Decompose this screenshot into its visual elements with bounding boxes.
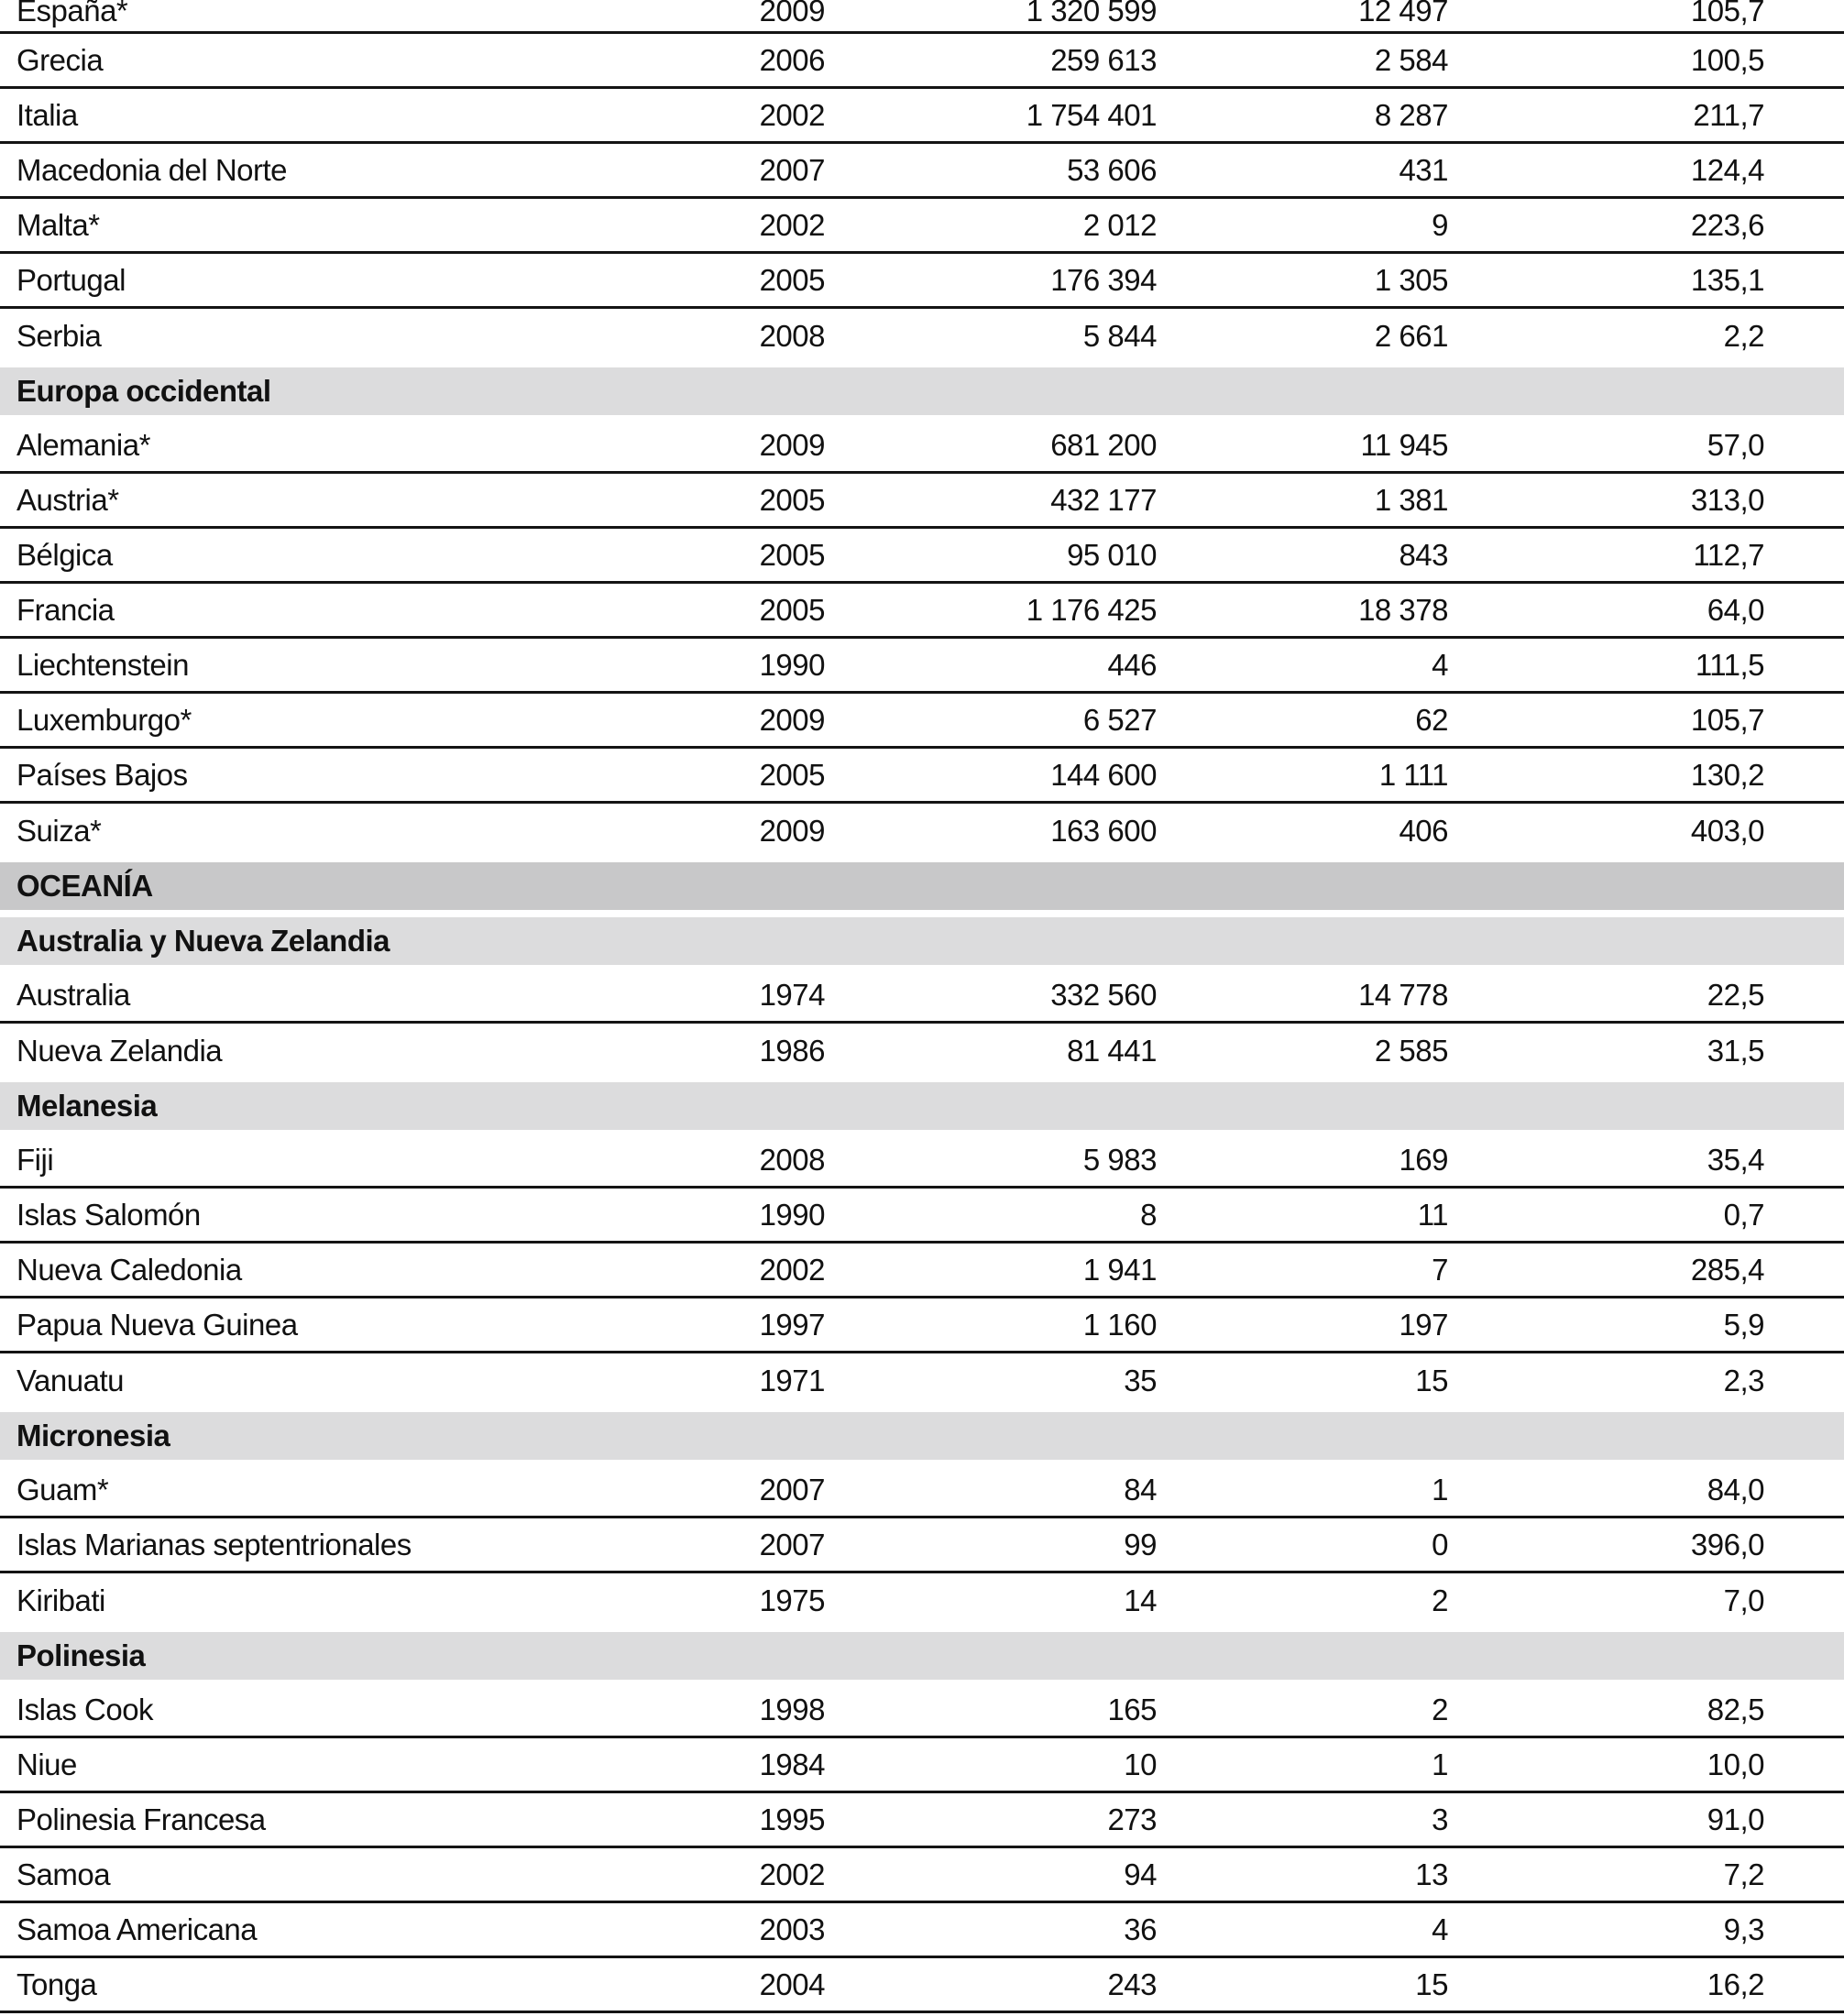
value-cell: 94 [1124, 1857, 1157, 1891]
value-cell: 259 613 [1050, 42, 1157, 77]
year-cell: 1984 [759, 1747, 825, 1781]
country-name-cell: Francia [16, 592, 115, 627]
value-cell: 1 111 [1378, 757, 1448, 792]
value-cell: 8 [1140, 1197, 1157, 1232]
country-name-cell: Islas Marianas septentrionales [16, 1527, 412, 1561]
value-cell: 9,3 [1723, 1912, 1764, 1946]
table-row [0, 804, 1844, 859]
country-name-cell: Polinesia Francesa [16, 1802, 266, 1836]
value-cell: 8 287 [1374, 97, 1448, 132]
year-cell: 2002 [759, 97, 825, 132]
year-cell: 2008 [759, 1142, 825, 1177]
table-row [0, 1134, 1844, 1189]
value-cell: 2 584 [1374, 42, 1448, 77]
country-name-cell: Tonga [16, 1967, 97, 2001]
country-name-cell: Guam* [16, 1472, 109, 1507]
section-header-label: OCEANÍA [0, 862, 1844, 910]
year-cell: 2002 [759, 1857, 825, 1891]
value-cell: 35,4 [1707, 1142, 1764, 1177]
value-cell: 446 [1107, 647, 1157, 682]
value-cell: 84,0 [1707, 1472, 1764, 1507]
table-row [0, 1518, 1844, 1573]
section-header-label: Europa occidental [0, 367, 1844, 415]
value-cell: 11 945 [1360, 427, 1448, 462]
country-name-cell: Liechtenstein [16, 647, 189, 682]
table-row [0, 1683, 1844, 1738]
year-cell: 1990 [759, 1197, 825, 1232]
year-cell: 2003 [759, 1912, 825, 1946]
table-row [0, 89, 1844, 144]
country-name-cell: Macedonia del Norte [16, 152, 288, 187]
table-row [0, 309, 1844, 364]
section-header-label: Polinesia [0, 1632, 1844, 1680]
country-name-cell: Portugal [16, 262, 126, 297]
country-name-cell: Bélgica [16, 537, 113, 572]
value-cell: 36 [1124, 1912, 1157, 1946]
table-row [0, 1903, 1844, 1958]
value-cell: 81 441 [1067, 1034, 1157, 1068]
value-cell: 22,5 [1707, 977, 1764, 1012]
country-name-cell: Nueva Caledonia [16, 1252, 242, 1287]
table-row [0, 1738, 1844, 1793]
country-name-cell: España* [16, 0, 128, 27]
value-cell: 82,5 [1707, 1692, 1764, 1726]
country-name-cell: Italia [16, 97, 78, 132]
value-cell: 13 [1415, 1857, 1448, 1891]
year-cell: 2006 [759, 42, 825, 77]
value-cell: 5 844 [1082, 319, 1157, 353]
value-cell: 1 160 [1082, 1307, 1157, 1342]
value-cell: 57,0 [1707, 427, 1764, 462]
value-cell: 432 177 [1050, 482, 1157, 517]
value-cell: 100,5 [1690, 42, 1764, 77]
value-cell: 6 527 [1082, 702, 1157, 737]
value-cell: 124,4 [1690, 152, 1764, 187]
value-cell: 14 778 [1358, 977, 1448, 1012]
subregion-header-row [0, 914, 1844, 969]
value-cell: 105,7 [1690, 702, 1764, 737]
value-cell: 176 394 [1050, 262, 1157, 297]
value-cell: 112,7 [1693, 537, 1764, 572]
year-cell: 2005 [759, 262, 825, 297]
table-row [0, 199, 1844, 254]
country-name-cell: Kiribati [16, 1583, 105, 1617]
value-cell: 197 [1399, 1307, 1448, 1342]
value-cell: 16,2 [1707, 1967, 1764, 2001]
value-cell: 0 [1432, 1527, 1448, 1561]
value-cell: 273 [1107, 1802, 1157, 1836]
value-cell: 84 [1124, 1472, 1157, 1507]
table-row [0, 1189, 1844, 1244]
year-cell: 2009 [759, 427, 825, 462]
value-cell: 223,6 [1690, 207, 1764, 242]
year-cell: 1975 [759, 1583, 825, 1617]
value-cell: 62 [1415, 702, 1448, 737]
value-cell: 2 585 [1374, 1034, 1448, 1068]
value-cell: 95 010 [1067, 537, 1157, 572]
country-name-cell: Islas Cook [16, 1692, 154, 1726]
country-name-cell: Austria* [16, 482, 119, 517]
section-header-label: Australia y Nueva Zelandia [0, 917, 1844, 965]
country-name-cell: Malta* [16, 207, 100, 242]
value-cell: 2 012 [1082, 207, 1157, 242]
value-cell: 99 [1124, 1527, 1157, 1561]
value-cell: 10,0 [1707, 1747, 1764, 1781]
subregion-header-row [0, 1408, 1844, 1463]
value-cell: 2,3 [1723, 1364, 1764, 1397]
table-row [0, 144, 1844, 199]
value-cell: 396,0 [1690, 1527, 1764, 1561]
country-name-cell: Vanuatu [16, 1364, 124, 1397]
value-cell: 1 941 [1082, 1252, 1157, 1287]
value-cell: 3 [1432, 1802, 1448, 1836]
value-cell: 53 606 [1067, 152, 1157, 187]
value-cell: 12 497 [1358, 0, 1448, 27]
table-row [0, 529, 1844, 584]
value-cell: 4 [1432, 647, 1448, 682]
value-cell: 144 600 [1050, 757, 1157, 792]
year-cell: 2005 [759, 482, 825, 517]
country-name-cell: Suiza* [16, 814, 102, 848]
value-cell: 91,0 [1707, 1802, 1764, 1836]
country-name-cell: Samoa Americana [16, 1912, 258, 1946]
value-cell: 1 176 425 [1026, 592, 1157, 627]
table-row [0, 419, 1844, 474]
year-cell: 2002 [759, 207, 825, 242]
year-cell: 1986 [759, 1034, 825, 1068]
value-cell: 165 [1107, 1692, 1157, 1726]
value-cell: 332 560 [1050, 977, 1157, 1012]
value-cell: 0,7 [1723, 1197, 1764, 1232]
year-cell: 2008 [759, 319, 825, 353]
value-cell: 403,0 [1690, 814, 1764, 848]
table-row [0, 639, 1844, 694]
value-cell: 4 [1432, 1912, 1448, 1946]
year-cell: 2007 [759, 1527, 825, 1561]
value-cell: 31,5 [1707, 1034, 1764, 1068]
value-cell: 681 200 [1050, 427, 1157, 462]
value-cell: 2 661 [1374, 319, 1448, 353]
subregion-header-row [0, 364, 1844, 419]
year-cell: 2009 [759, 702, 825, 737]
table-row [0, 1463, 1844, 1518]
value-cell: 169 [1399, 1142, 1448, 1177]
value-cell: 2,2 [1723, 319, 1764, 353]
value-cell: 7,0 [1723, 1583, 1764, 1617]
value-cell: 18 378 [1358, 592, 1448, 627]
table-row [0, 1024, 1844, 1079]
year-cell: 1971 [759, 1364, 825, 1397]
value-cell: 7 [1432, 1252, 1448, 1287]
country-name-cell: Australia [16, 977, 130, 1012]
year-cell: 1998 [759, 1692, 825, 1726]
year-cell: 2005 [759, 537, 825, 572]
table-row [0, 749, 1844, 804]
value-cell: 163 600 [1050, 814, 1157, 848]
country-name-cell: Grecia [16, 42, 104, 77]
value-cell: 2 [1432, 1583, 1448, 1617]
value-cell: 211,7 [1693, 97, 1764, 132]
table-row [0, 584, 1844, 639]
table-row [0, 694, 1844, 749]
table-row [0, 474, 1844, 529]
table-row [0, 34, 1844, 89]
section-header-label: Micronesia [0, 1412, 1844, 1460]
country-name-cell: Samoa [16, 1857, 111, 1891]
table-row [0, 969, 1844, 1024]
year-cell: 2007 [759, 1472, 825, 1507]
value-cell: 15 [1415, 1967, 1448, 2001]
country-name-cell: Países Bajos [16, 757, 188, 792]
year-cell: 2009 [759, 0, 825, 27]
year-cell: 2007 [759, 152, 825, 187]
value-cell: 5,9 [1723, 1307, 1764, 1342]
country-name-cell: Islas Salomón [16, 1197, 201, 1232]
continent-header-row [0, 859, 1844, 914]
year-cell: 2002 [759, 1252, 825, 1287]
country-name-cell: Serbia [16, 319, 102, 353]
year-cell: 1974 [759, 977, 825, 1012]
value-cell: 431 [1399, 152, 1448, 187]
value-cell: 10 [1124, 1747, 1157, 1781]
value-cell: 9 [1432, 207, 1448, 242]
value-cell: 313,0 [1690, 482, 1764, 517]
table-row [0, 1244, 1844, 1298]
value-cell: 35 [1124, 1364, 1157, 1397]
subregion-header-row [0, 1628, 1844, 1683]
value-cell: 14 [1124, 1583, 1157, 1617]
table-row [0, 1353, 1844, 1408]
country-name-cell: Papua Nueva Guinea [16, 1307, 298, 1342]
value-cell: 2 [1432, 1692, 1448, 1726]
section-header-label: Melanesia [0, 1082, 1844, 1130]
value-cell: 1 754 401 [1026, 97, 1157, 132]
value-cell: 64,0 [1707, 592, 1764, 627]
country-name-cell: Niue [16, 1747, 77, 1781]
value-cell: 406 [1399, 814, 1448, 848]
value-cell: 7,2 [1723, 1857, 1764, 1891]
value-cell: 243 [1107, 1967, 1157, 2001]
value-cell: 105,7 [1690, 0, 1764, 27]
year-cell: 2004 [759, 1967, 825, 2001]
country-name-cell: Fiji [16, 1142, 54, 1177]
table-row [0, 1573, 1844, 1628]
year-cell: 2009 [759, 814, 825, 848]
year-cell: 2005 [759, 757, 825, 792]
table-row [0, 0, 1844, 34]
value-cell: 1 [1432, 1747, 1448, 1781]
year-cell: 1997 [759, 1307, 825, 1342]
table-row [0, 1793, 1844, 1848]
value-cell: 1 381 [1374, 482, 1448, 517]
year-cell: 1990 [759, 647, 825, 682]
table-row [0, 1958, 1844, 2013]
value-cell: 1 305 [1374, 262, 1448, 297]
table-row [0, 1298, 1844, 1353]
country-name-cell: Nueva Zelandia [16, 1034, 223, 1068]
table-row [0, 1848, 1844, 1903]
country-name-cell: Alemania* [16, 427, 150, 462]
value-cell: 15 [1415, 1364, 1448, 1397]
value-cell: 1 [1432, 1472, 1448, 1507]
value-cell: 111,5 [1695, 647, 1764, 682]
year-cell: 2005 [759, 592, 825, 627]
table-row [0, 254, 1844, 309]
year-cell: 1995 [759, 1802, 825, 1836]
value-cell: 843 [1399, 537, 1448, 572]
value-cell: 135,1 [1690, 262, 1764, 297]
value-cell: 11 [1417, 1197, 1448, 1232]
value-cell: 5 983 [1082, 1142, 1157, 1177]
value-cell: 285,4 [1690, 1252, 1764, 1287]
subregion-header-row [0, 1079, 1844, 1134]
value-cell: 1 320 599 [1026, 0, 1157, 27]
value-cell: 130,2 [1690, 757, 1764, 792]
country-name-cell: Luxemburgo* [16, 702, 192, 737]
